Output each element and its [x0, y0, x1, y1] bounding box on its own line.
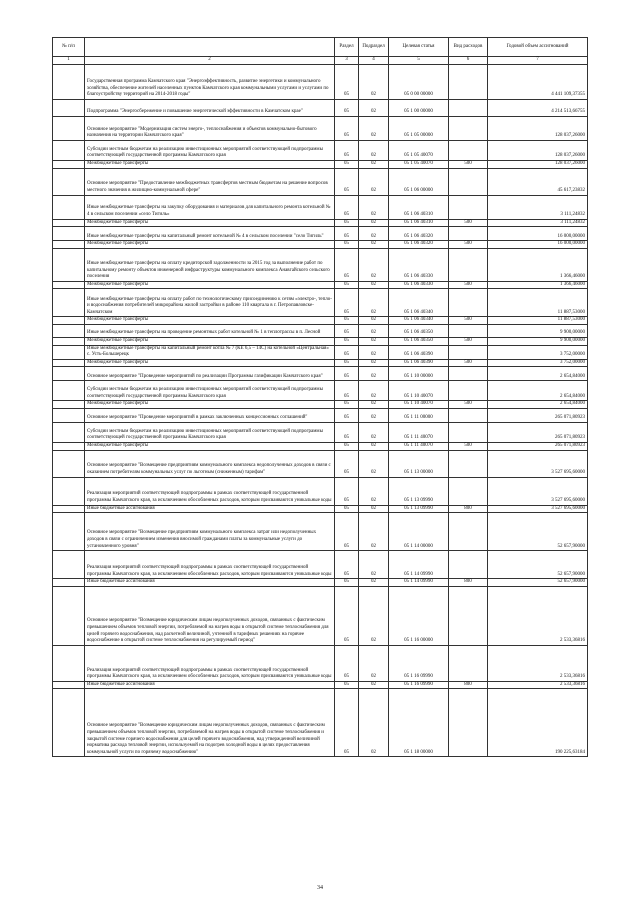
- row-name: Реализация мероприятий соответствующей подпрограммы в рамках соответствующей государственной программы Камчатского края, за исключением обособленных расходов, которым присваиваются уникальные коды: [85, 477, 335, 505]
- row-target-article: 05 1 10 40070: [389, 381, 449, 401]
- row-name: Основное мероприятие "Проведение мероприятий в рамках заключенных концессионных соглашений": [85, 408, 335, 422]
- table-row: [53, 408, 588, 422]
- row-amount: 3 527 695,60000: [488, 477, 588, 505]
- row-name: Подпрограмма "Энергосбережение и повышение энергетической эффективности в Камчатском крае": [85, 100, 335, 117]
- row-target-article: 05 1 00 00000: [389, 100, 449, 117]
- page-number: 34: [317, 885, 323, 891]
- row-number: [53, 689, 85, 757]
- row-razdel: 05: [335, 586, 359, 645]
- row-razdel: 05: [335, 551, 359, 579]
- row-podrazdel: 02: [359, 645, 389, 681]
- row-amount: 128 037,26000: [488, 117, 588, 141]
- row-amount: 3 527 695,60000: [488, 450, 588, 477]
- table-row: [53, 289, 588, 317]
- row-target-article: 05 1 06 40310: [389, 219, 449, 227]
- row-expense-type: [449, 227, 488, 241]
- row-number: [53, 65, 85, 100]
- table-row: [53, 195, 588, 219]
- row-number: [53, 281, 85, 289]
- row-podrazdel: 02: [359, 227, 389, 241]
- row-amount: 52 657,90000: [488, 551, 588, 579]
- row-number: [53, 367, 85, 381]
- row-razdel: 05: [335, 289, 359, 317]
- row-target-article: 05 1 06 40390: [389, 359, 449, 367]
- table-row: [53, 505, 588, 513]
- row-name: Реализация мероприятий соответствующей подпрограммы в рамках соответствующей государственной программы Камчатского края, за исключением обособленных расходов, которым присваиваются уникальные коды: [85, 551, 335, 579]
- row-number: [53, 337, 85, 345]
- row-target-article: 05 1 05 00000: [389, 117, 449, 141]
- row-name: Межбюджетные трансферты: [85, 401, 335, 409]
- row-podrazdel: 02: [359, 359, 389, 367]
- row-razdel: 05: [335, 65, 359, 100]
- row-expense-type: 500: [449, 219, 488, 227]
- table-row: [53, 219, 588, 227]
- row-name: Межбюджетные трансферты: [85, 219, 335, 227]
- row-number: [53, 579, 85, 587]
- row-number: [53, 141, 85, 161]
- row-razdel: 05: [335, 359, 359, 367]
- row-amount: 2 533,36816: [488, 645, 588, 681]
- row-podrazdel: 02: [359, 367, 389, 381]
- row-name: Межбюджетные трансферты: [85, 337, 335, 345]
- row-amount: 2 654,84000: [488, 381, 588, 401]
- row-podrazdel: 02: [359, 337, 389, 345]
- header-name: [85, 38, 335, 57]
- row-expense-type: [449, 477, 488, 505]
- row-target-article: 05 1 06 40330: [389, 248, 449, 281]
- row-name: Межбюджетные трансферты: [85, 359, 335, 367]
- column-number: 6: [449, 57, 488, 65]
- table-body: [53, 65, 588, 757]
- row-amount: 9 900,00000: [488, 324, 588, 337]
- column-number: 3: [335, 57, 359, 65]
- row-number: [53, 645, 85, 681]
- row-expense-type: 500: [449, 359, 488, 367]
- row-amount: 128 037,26000: [488, 141, 588, 161]
- row-name: Основное мероприятие "Возмещение предприятиям коммунального комплекса затрат или недополученных доходов в связи с ограничением изменения вносимой гражданами платы за коммунальные услуги до установленного уровня": [85, 513, 335, 551]
- column-number: 5: [389, 57, 449, 65]
- row-number: [53, 513, 85, 551]
- row-number: [53, 551, 85, 579]
- row-razdel: 05: [335, 117, 359, 141]
- row-expense-type: [449, 345, 488, 359]
- row-amount: 3 752,00000: [488, 359, 588, 367]
- row-podrazdel: 02: [359, 408, 389, 422]
- row-amount: 45 617,23832: [488, 168, 588, 195]
- column-number: 4: [359, 57, 389, 65]
- row-number: [53, 450, 85, 477]
- table-row: [53, 422, 588, 442]
- row-expense-type: 500: [449, 337, 488, 345]
- row-podrazdel: 02: [359, 117, 389, 141]
- table-row: [53, 65, 588, 100]
- row-expense-type: 800: [449, 505, 488, 513]
- column-number: 1: [53, 57, 85, 65]
- row-name: Основное мероприятие "Возмещение юридическим лицам недополученных доходов, связанных с фактическим превышением объемов тепловой энергии, потребляемой на нагрев воды в открытой системе теплоснабжения для целей горячего водоснабжения, над расчетной величиной, учтенной в тарифных решениях на горячее водоснабжение в открытой системе теплоснабжения на регулируемый период": [85, 586, 335, 645]
- row-expense-type: [449, 100, 488, 117]
- row-amount: 9 900,00000: [488, 337, 588, 345]
- row-razdel: 05: [335, 345, 359, 359]
- row-podrazdel: 02: [359, 241, 389, 249]
- table-row: [53, 345, 588, 359]
- row-number: [53, 586, 85, 645]
- table-row: [53, 248, 588, 281]
- row-expense-type: 500: [449, 317, 488, 325]
- row-expense-type: [449, 65, 488, 100]
- row-name: Иные межбюджетные трансферты на оплату работ по технологическому присоединению к сетям «электро-, тепло- и водоснабжения потребителей микрорайона жилой застройки в районе 110 квартала в г. Петропавловске-Камчатском: [85, 289, 335, 317]
- row-amount: 52 657,90000: [488, 579, 588, 587]
- row-amount: 265 071,80923: [488, 442, 588, 450]
- row-amount: 2 654,84000: [488, 367, 588, 381]
- row-target-article: 05 1 06 40340: [389, 317, 449, 325]
- row-name: Субсидии местным бюджетам на реализацию инвестиционных мероприятий соответствующей подпрограммы соответствующей государственной программы Камчатского края: [85, 141, 335, 161]
- row-podrazdel: 02: [359, 65, 389, 100]
- row-expense-type: 800: [449, 681, 488, 689]
- row-number: [53, 422, 85, 442]
- table-row: [53, 100, 588, 117]
- row-expense-type: [449, 551, 488, 579]
- row-number: [53, 359, 85, 367]
- row-podrazdel: 02: [359, 401, 389, 409]
- table-row: [53, 359, 588, 367]
- table-row: [53, 337, 588, 345]
- row-expense-type: [449, 513, 488, 551]
- row-expense-type: [449, 450, 488, 477]
- row-target-article: 05 1 10 00000: [389, 367, 449, 381]
- row-razdel: 05: [335, 689, 359, 757]
- row-amount: 3 111,24832: [488, 195, 588, 219]
- row-expense-type: [449, 168, 488, 195]
- row-name: Основное мероприятие "Проведение мероприятий по реализации Программы газификации Камчатского края": [85, 367, 335, 381]
- row-razdel: 05: [335, 248, 359, 281]
- row-number: [53, 161, 85, 169]
- row-target-article: 05 1 05 40070: [389, 141, 449, 161]
- row-amount: 4 441 109,37355: [488, 65, 588, 100]
- row-expense-type: [449, 248, 488, 281]
- table-row: [53, 381, 588, 401]
- row-amount: 2 533,36816: [488, 681, 588, 689]
- table-row: [53, 367, 588, 381]
- row-target-article: 05 1 06 40350: [389, 337, 449, 345]
- row-razdel: 05: [335, 227, 359, 241]
- column-number: 2: [85, 57, 335, 65]
- row-razdel: 05: [335, 450, 359, 477]
- row-razdel: 05: [335, 367, 359, 381]
- row-podrazdel: 02: [359, 442, 389, 450]
- row-razdel: 05: [335, 161, 359, 169]
- table-row: [53, 227, 588, 241]
- table-row: [53, 401, 588, 409]
- row-amount: 4 214 513,66755: [488, 100, 588, 117]
- row-razdel: 05: [335, 579, 359, 587]
- row-target-article: 05 1 11 00000: [389, 408, 449, 422]
- row-expense-type: [449, 117, 488, 141]
- row-razdel: 05: [335, 513, 359, 551]
- row-podrazdel: 02: [359, 513, 389, 551]
- row-podrazdel: 02: [359, 450, 389, 477]
- row-number: [53, 227, 85, 241]
- row-name: Межбюджетные трансферты: [85, 317, 335, 325]
- row-target-article: 05 1 06 40350: [389, 324, 449, 337]
- row-expense-type: 500: [449, 401, 488, 409]
- row-name: Межбюджетные трансферты: [85, 442, 335, 450]
- row-name: Основное мероприятие "Модернизация систем энерго-, теплоснабжения и объектов коммунально-бытового назначения на территории Камчатского края": [85, 117, 335, 141]
- row-expense-type: [449, 367, 488, 381]
- row-razdel: 05: [335, 241, 359, 249]
- row-expense-type: [449, 141, 488, 161]
- row-name: Иные бюджетные ассигнования: [85, 681, 335, 689]
- row-name: Государственная программа Камчатского края "Энергоэффективность, развитие энергетики и коммунального хозяйства, обеспечение жителей населенных пунктов Камчатского края коммунальными услугами и услугами по благоустройству территорий на 2014-2018 годы": [85, 65, 335, 100]
- row-podrazdel: 02: [359, 689, 389, 757]
- row-expense-type: [449, 408, 488, 422]
- row-name: Иные межбюджетные трансферты на закупку оборудования и материалов для капитального ремонта котельной № 4 в сельском поселении «село Тигиль»: [85, 195, 335, 219]
- table-row: [53, 168, 588, 195]
- row-razdel: 05: [335, 195, 359, 219]
- row-target-article: 05 1 14 00000: [389, 513, 449, 551]
- row-name: Иные бюджетные ассигнования: [85, 505, 335, 513]
- row-number: [53, 100, 85, 117]
- row-number: [53, 381, 85, 401]
- row-target-article: 05 1 06 40320: [389, 227, 449, 241]
- table-row: [53, 324, 588, 337]
- row-target-article: 05 1 13 09990: [389, 505, 449, 513]
- row-podrazdel: 02: [359, 317, 389, 325]
- row-number: [53, 117, 85, 141]
- row-podrazdel: 02: [359, 681, 389, 689]
- row-target-article: 05 1 06 40320: [389, 241, 449, 249]
- row-name: Иные межбюджетные трансферты на капитальный ремонт котельной № 4 в сельском поселении "село Тигиль": [85, 227, 335, 241]
- row-podrazdel: 02: [359, 141, 389, 161]
- row-amount: 11 887,53000: [488, 289, 588, 317]
- row-expense-type: 500: [449, 241, 488, 249]
- table-row: [53, 477, 588, 505]
- table-row: [53, 241, 588, 249]
- row-target-article: 05 0 00 00000: [389, 65, 449, 100]
- table-row: [53, 579, 588, 587]
- row-target-article: 05 1 06 40390: [389, 345, 449, 359]
- row-razdel: 05: [335, 505, 359, 513]
- row-expense-type: 500: [449, 281, 488, 289]
- row-name: Иные бюджетные ассигнования: [85, 579, 335, 587]
- row-podrazdel: 02: [359, 477, 389, 505]
- row-amount: 3 527 695,60000: [488, 505, 588, 513]
- budget-table: [52, 37, 588, 757]
- table-row: [53, 689, 588, 757]
- row-podrazdel: 02: [359, 551, 389, 579]
- row-podrazdel: 02: [359, 586, 389, 645]
- row-amount: 3 111,24832: [488, 219, 588, 227]
- row-amount: 265 071,80923: [488, 408, 588, 422]
- table-header-row: [53, 38, 588, 57]
- row-amount: 265 071,80923: [488, 422, 588, 442]
- row-expense-type: 500: [449, 161, 488, 169]
- row-podrazdel: 02: [359, 289, 389, 317]
- row-name: Реализация мероприятий соответствующей подпрограммы в рамках соответствующей государственной программы Камчатского края, за исключением обособленных расходов, которым присваиваются уникальные коды: [85, 645, 335, 681]
- row-podrazdel: 02: [359, 219, 389, 227]
- header-target-article: Целевая статья: [389, 38, 449, 57]
- row-podrazdel: 02: [359, 100, 389, 117]
- row-razdel: 05: [335, 408, 359, 422]
- row-number: [53, 345, 85, 359]
- row-amount: 16 000,00000: [488, 227, 588, 241]
- row-podrazdel: 02: [359, 161, 389, 169]
- row-target-article: 05 1 11 40070: [389, 442, 449, 450]
- row-number: [53, 442, 85, 450]
- row-name: Основное мероприятие "Предоставление межбюджетных трансфертов местным бюджетам на решение вопросов местного значения в жилищно-коммунальной сфере": [85, 168, 335, 195]
- header-razdel: Раздел: [335, 38, 359, 57]
- row-number: [53, 477, 85, 505]
- row-podrazdel: 02: [359, 248, 389, 281]
- row-target-article: 05 1 16 09990: [389, 645, 449, 681]
- row-target-article: 05 1 06 40340: [389, 289, 449, 317]
- table-row: [53, 317, 588, 325]
- row-amount: 128 037,26000: [488, 161, 588, 169]
- row-target-article: 05 1 06 40330: [389, 281, 449, 289]
- row-name: Иные межбюджетные трансферты на оплату кредиторской задолженности за 2015 год за выполнение работ по капитальному ремонту объектов инженерной инфраструктуры коммунального комплекса Анавгайского сельского поселения: [85, 248, 335, 281]
- row-amount: 52 657,90000: [488, 513, 588, 551]
- row-razdel: 05: [335, 337, 359, 345]
- row-name: Межбюджетные трансферты: [85, 241, 335, 249]
- row-target-article: 05 1 10 40070: [389, 401, 449, 409]
- row-podrazdel: 02: [359, 324, 389, 337]
- row-name: Межбюджетные трансферты: [85, 161, 335, 169]
- row-target-article: 05 1 13 00000: [389, 450, 449, 477]
- row-name: Субсидии местным бюджетам на реализацию инвестиционных мероприятий соответствующей подпрограммы соответствующей государственной программы Камчатского края: [85, 381, 335, 401]
- table-row: [53, 681, 588, 689]
- row-number: [53, 505, 85, 513]
- header-expense-type: Вид расходов: [449, 38, 488, 57]
- row-number: [53, 289, 85, 317]
- row-razdel: 05: [335, 477, 359, 505]
- row-amount: 1 366,46000: [488, 281, 588, 289]
- table-row: [53, 645, 588, 681]
- row-expense-type: [449, 195, 488, 219]
- row-name: Иные межбюджетные трансферты на проведение ремонтных работ котельной № 1 в теплотрассы в п. Лесной: [85, 324, 335, 337]
- row-razdel: 05: [335, 422, 359, 442]
- table-row: [53, 117, 588, 141]
- row-target-article: 05 1 14 09990: [389, 551, 449, 579]
- row-name: Основное мероприятие "Возмещение юридическим лицам недополученных доходов, связанных с фактическим превышением объемов тепловой энергии, потребляемой на нагрев воды в открытой системе теплоснабжения и закрытой системе горячего водоснабжения для целей горячего водоснабжения, над утвержденной величиной норматива расхода тепловой энергии, используемой на подогрев холодной воды в целях предоставления коммунальной услуги по горячему водоснабжению": [85, 689, 335, 757]
- row-razdel: 05: [335, 281, 359, 289]
- row-expense-type: [449, 689, 488, 757]
- row-amount: 1 366,46000: [488, 248, 588, 281]
- row-razdel: 05: [335, 681, 359, 689]
- table-row: [53, 450, 588, 477]
- header-num: № п/п: [53, 38, 85, 57]
- row-amount: 11 887,53000: [488, 317, 588, 325]
- row-expense-type: 500: [449, 442, 488, 450]
- table-row: [53, 442, 588, 450]
- row-expense-type: [449, 645, 488, 681]
- row-name: Основное мероприятие "Возмещение предприятиям коммунального комплекса недополученных доходов в связи с оказанием потребителям коммунальных услуг по льготным (сниженным) тарифам": [85, 450, 335, 477]
- row-podrazdel: 02: [359, 281, 389, 289]
- row-podrazdel: 02: [359, 579, 389, 587]
- row-razdel: 05: [335, 219, 359, 227]
- row-amount: 2 654,84000: [488, 401, 588, 409]
- table-row: [53, 281, 588, 289]
- row-expense-type: [449, 586, 488, 645]
- row-number: [53, 317, 85, 325]
- row-razdel: 05: [335, 381, 359, 401]
- row-number: [53, 401, 85, 409]
- row-podrazdel: 02: [359, 422, 389, 442]
- row-expense-type: [449, 324, 488, 337]
- row-expense-type: [449, 381, 488, 401]
- row-podrazdel: 02: [359, 381, 389, 401]
- row-razdel: 05: [335, 100, 359, 117]
- table-row: [53, 161, 588, 169]
- row-expense-type: 800: [449, 579, 488, 587]
- row-razdel: 05: [335, 442, 359, 450]
- row-target-article: 05 1 06 40310: [389, 195, 449, 219]
- row-target-article: 05 1 18 00000: [389, 689, 449, 757]
- row-razdel: 05: [335, 324, 359, 337]
- table-row: [53, 586, 588, 645]
- header-podrazdel: Подраздел: [359, 38, 389, 57]
- row-number: [53, 681, 85, 689]
- header-annual-volume: Годовой объем ассигнований: [488, 38, 588, 57]
- row-podrazdel: 02: [359, 505, 389, 513]
- table-row: [53, 141, 588, 161]
- row-name: Иные межбюджетные трансферты на капитальный ремонт котла № 7 (КЕ 6,5 – 14С) на котельной «Центральная» с. Усть-Большерецк: [85, 345, 335, 359]
- row-target-article: 05 1 06 00000: [389, 168, 449, 195]
- row-razdel: 05: [335, 141, 359, 161]
- row-podrazdel: 02: [359, 345, 389, 359]
- column-numbers-row: [53, 57, 588, 65]
- row-number: [53, 248, 85, 281]
- row-target-article: 05 1 05 40070: [389, 161, 449, 169]
- row-razdel: 05: [335, 317, 359, 325]
- row-razdel: 05: [335, 645, 359, 681]
- row-target-article: 05 1 16 09990: [389, 681, 449, 689]
- row-amount: 190 225,63184: [488, 689, 588, 757]
- row-target-article: 05 1 13 09990: [389, 477, 449, 505]
- row-razdel: 05: [335, 401, 359, 409]
- row-expense-type: [449, 289, 488, 317]
- row-name: Субсидии местным бюджетам на реализацию инвестиционных мероприятий соответствующей подпрограммы соответствующей государственной программы Камчатского края: [85, 422, 335, 442]
- row-number: [53, 219, 85, 227]
- row-razdel: 05: [335, 168, 359, 195]
- row-number: [53, 195, 85, 219]
- row-amount: 2 533,36816: [488, 586, 588, 645]
- row-amount: 3 752,00000: [488, 345, 588, 359]
- row-amount: 16 000,00000: [488, 241, 588, 249]
- row-number: [53, 168, 85, 195]
- row-expense-type: [449, 422, 488, 442]
- table-row: [53, 513, 588, 551]
- row-podrazdel: 02: [359, 168, 389, 195]
- row-target-article: 05 1 14 09990: [389, 579, 449, 587]
- row-target-article: 05 1 16 00000: [389, 586, 449, 645]
- row-number: [53, 241, 85, 249]
- row-name: Межбюджетные трансферты: [85, 281, 335, 289]
- row-number: [53, 324, 85, 337]
- column-number: 7: [488, 57, 588, 65]
- table-row: [53, 551, 588, 579]
- row-number: [53, 408, 85, 422]
- row-podrazdel: 02: [359, 195, 389, 219]
- row-target-article: 05 1 11 40070: [389, 422, 449, 442]
